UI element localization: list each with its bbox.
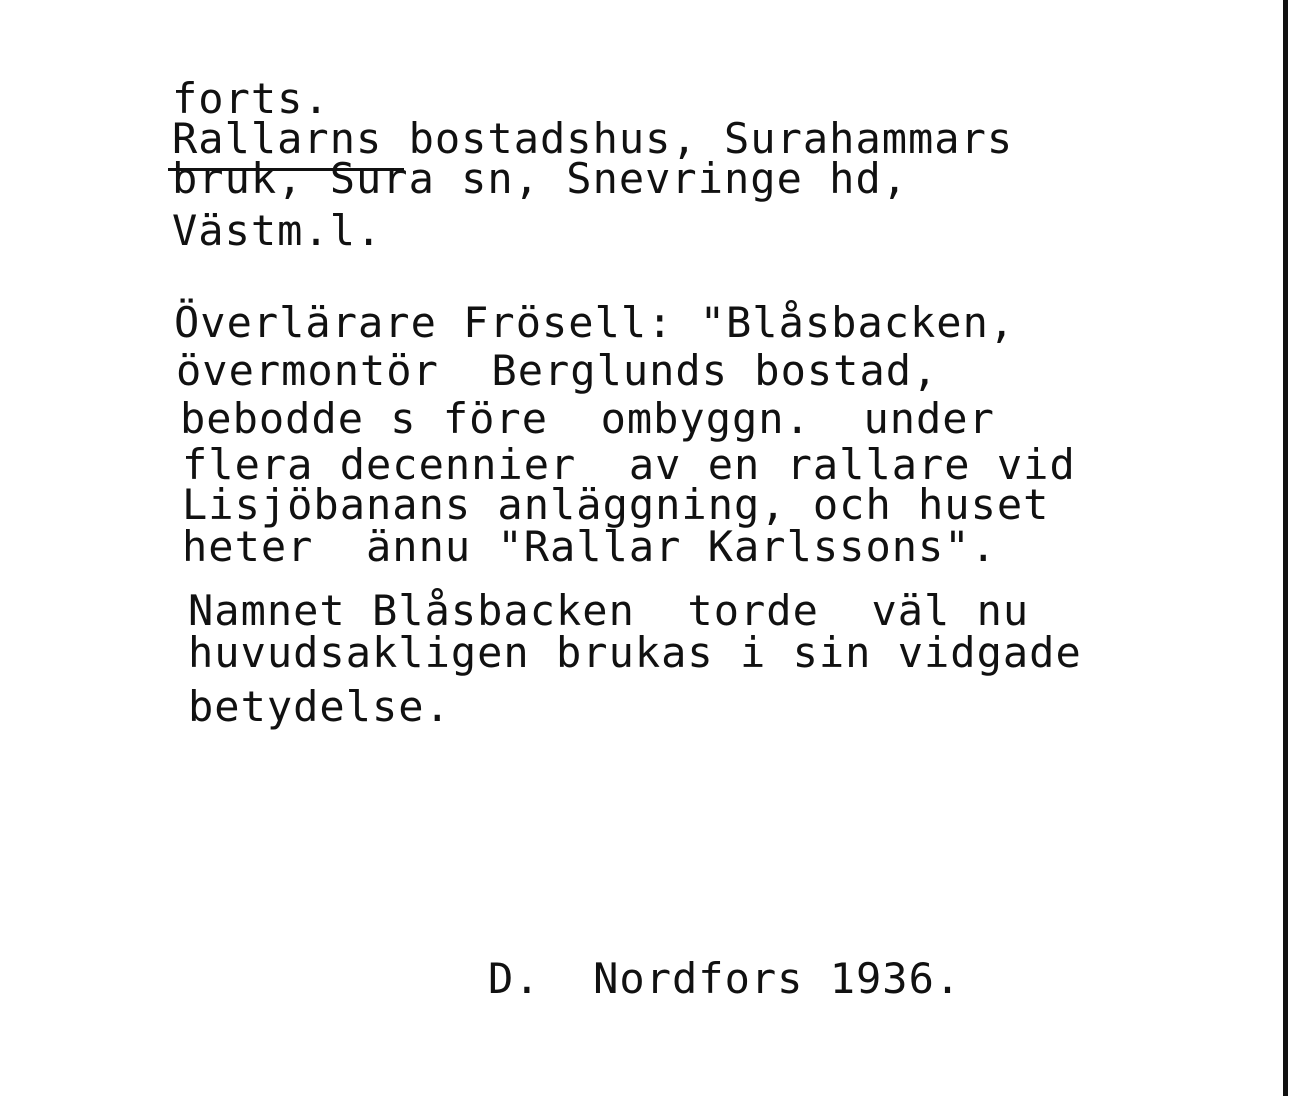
paragraph1-line-4: flera decennier av en rallare vid bbox=[182, 440, 1076, 489]
signature-line: D. Nordfors 1936. bbox=[488, 954, 962, 1003]
header-line-1: forts. bbox=[172, 74, 330, 123]
header-line-2: Rallarns bostadshus, Surahammars bbox=[172, 114, 1014, 163]
paragraph1-line-5: Lisjöbanans anläggning, och huset bbox=[182, 480, 1050, 529]
paragraph1-line-6: heter ännu "Rallar Karlssons". bbox=[182, 522, 997, 571]
header-line-4: Västm.l. bbox=[172, 206, 383, 255]
paragraph1-line-2: övermontör Berglunds bostad, bbox=[176, 346, 939, 395]
paragraph2-line-2: huvudsakligen brukas i sin vidgade bbox=[188, 628, 1082, 677]
paragraph2-line-1: Namnet Blåsbacken torde väl nu bbox=[188, 586, 1030, 635]
paragraph1-line-1: Överlärare Frösell: "Blåsbacken, bbox=[174, 298, 1016, 347]
card-edge-border bbox=[1283, 0, 1288, 1096]
header-line-3: bruk, Sura sn, Snevringe hd, bbox=[172, 154, 909, 203]
paragraph2-line-3: betydelse. bbox=[188, 682, 451, 731]
paragraph1-line-3: bebodde s före ombyggn. under bbox=[180, 394, 995, 443]
